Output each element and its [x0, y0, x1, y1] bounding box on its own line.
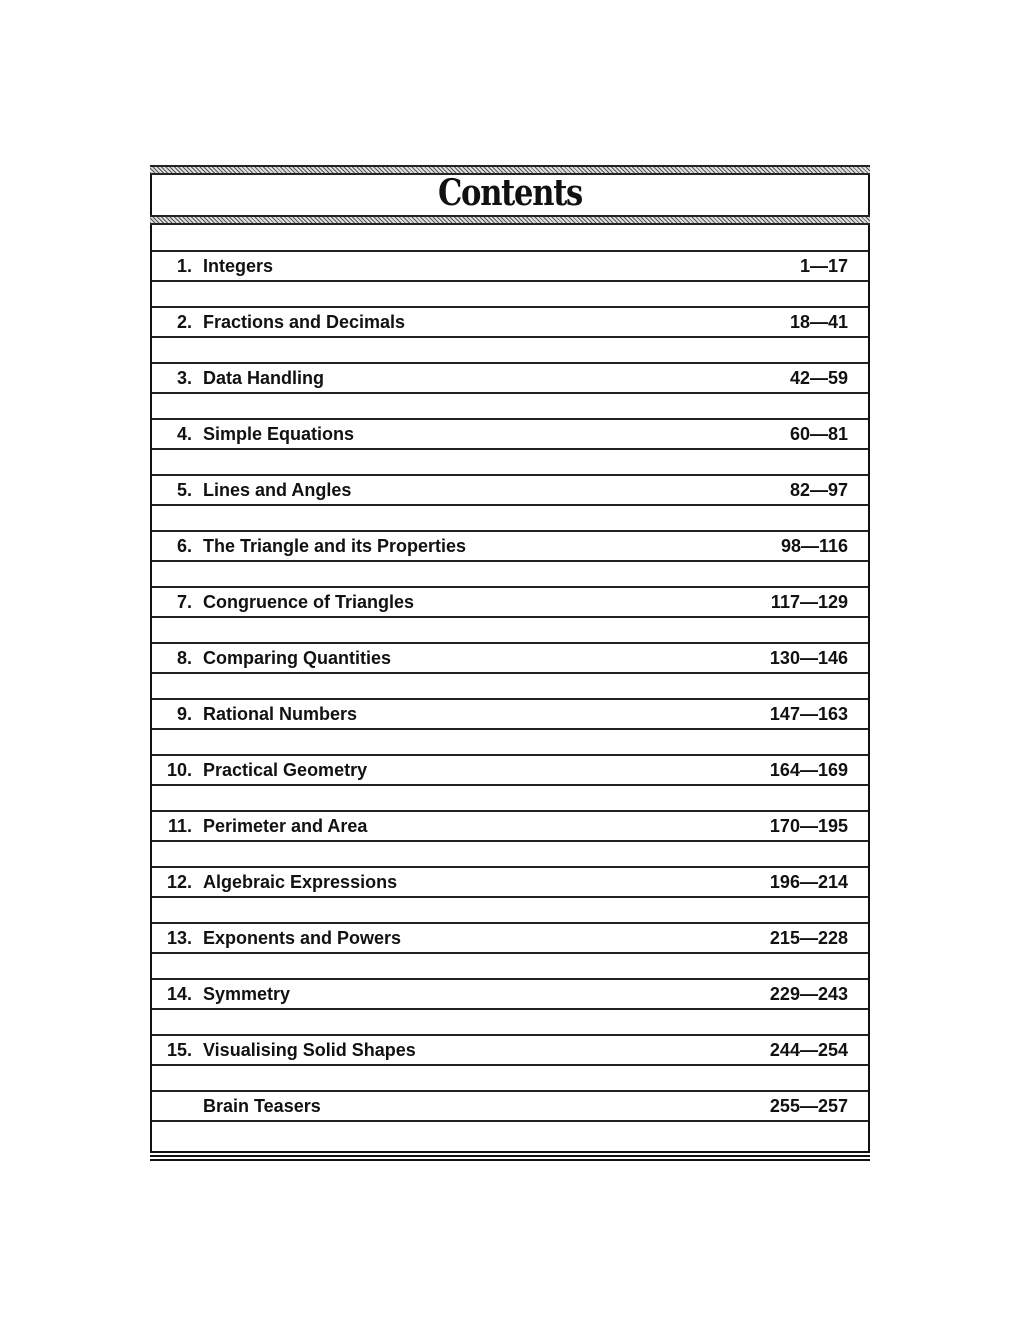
entry-pages: 229—243 — [769, 984, 848, 1004]
entry-pages: 196—214 — [769, 872, 848, 892]
contents-entry — [152, 810, 868, 842]
double-rule — [150, 1155, 870, 1161]
entry-number: 7. — [176, 592, 192, 612]
contents-entry — [152, 1034, 868, 1066]
entry-title: Visualising Solid Shapes — [203, 1040, 416, 1060]
page-title: Contents — [437, 172, 583, 214]
entry-title: Rational Numbers — [203, 704, 358, 724]
entry-number: 12. — [166, 872, 192, 892]
contents-entry — [152, 530, 868, 562]
entry-number: 15. — [166, 1040, 192, 1060]
entry-title: Congruence of Triangles — [203, 592, 415, 612]
entry-title: Practical Geometry — [203, 760, 368, 780]
entry-title: Simple Equations — [203, 424, 355, 444]
entry-pages: 82—97 — [789, 480, 848, 500]
entry-number: 5. — [176, 480, 192, 500]
contents-entry — [152, 306, 868, 338]
entry-title: Comparing Quantities — [203, 648, 392, 668]
entry-title: Integers — [203, 256, 274, 276]
entry-pages: 18—41 — [789, 312, 848, 332]
entry-number: 8. — [176, 648, 192, 668]
entry-pages: 130—146 — [769, 648, 848, 668]
entry-title: Exponents and Powers — [203, 928, 402, 948]
entry-title: Algebraic Expressions — [203, 872, 398, 892]
contents-entry — [152, 642, 868, 674]
contents-entry — [152, 698, 868, 730]
entry-number: 6. — [176, 536, 192, 556]
contents-entry — [152, 922, 868, 954]
entry-title: Brain Teasers — [203, 1096, 321, 1116]
bottom-hatched-band — [150, 215, 870, 225]
entry-pages: 147—163 — [769, 704, 848, 724]
entry-title: Symmetry — [203, 984, 291, 1004]
entry-pages: 255—257 — [769, 1096, 848, 1116]
contents-entry — [152, 978, 868, 1010]
entry-title: Perimeter and Area — [203, 816, 368, 836]
entry-title: The Triangle and its Properties — [203, 536, 467, 556]
contents-entry — [152, 754, 868, 786]
contents-entry — [152, 250, 868, 282]
entry-pages: 60—81 — [789, 424, 848, 444]
entry-pages: 42—59 — [789, 368, 848, 388]
entry-title: Fractions and Decimals — [203, 312, 406, 332]
entry-pages: 244—254 — [769, 1040, 848, 1060]
entry-number: 10. — [166, 760, 192, 780]
entry-number: 11. — [167, 816, 192, 836]
entry-pages: 164—169 — [769, 760, 848, 780]
entry-pages: 215—228 — [769, 928, 848, 948]
entry-number: 13. — [166, 928, 192, 948]
entry-number: 4. — [176, 424, 192, 444]
entry-pages: 117—129 — [770, 592, 848, 612]
entry-title: Lines and Angles — [203, 480, 352, 500]
entry-number: 3. — [176, 368, 192, 388]
entry-pages: 170—195 — [769, 816, 848, 836]
entry-number: 9. — [176, 704, 192, 724]
contents-entry — [152, 418, 868, 450]
entry-number: 2. — [176, 312, 192, 332]
entry-pages: 98—116 — [780, 536, 848, 556]
contents-entry — [152, 866, 868, 898]
entry-number: 14. — [166, 984, 192, 1004]
contents-entry — [152, 586, 868, 618]
contents-entry — [152, 1090, 868, 1122]
entry-number: 1. — [176, 256, 192, 276]
entry-title: Data Handling — [203, 368, 325, 388]
contents-entry — [152, 362, 868, 394]
contents-entry — [152, 474, 868, 506]
entry-pages: 1—17 — [799, 256, 848, 276]
